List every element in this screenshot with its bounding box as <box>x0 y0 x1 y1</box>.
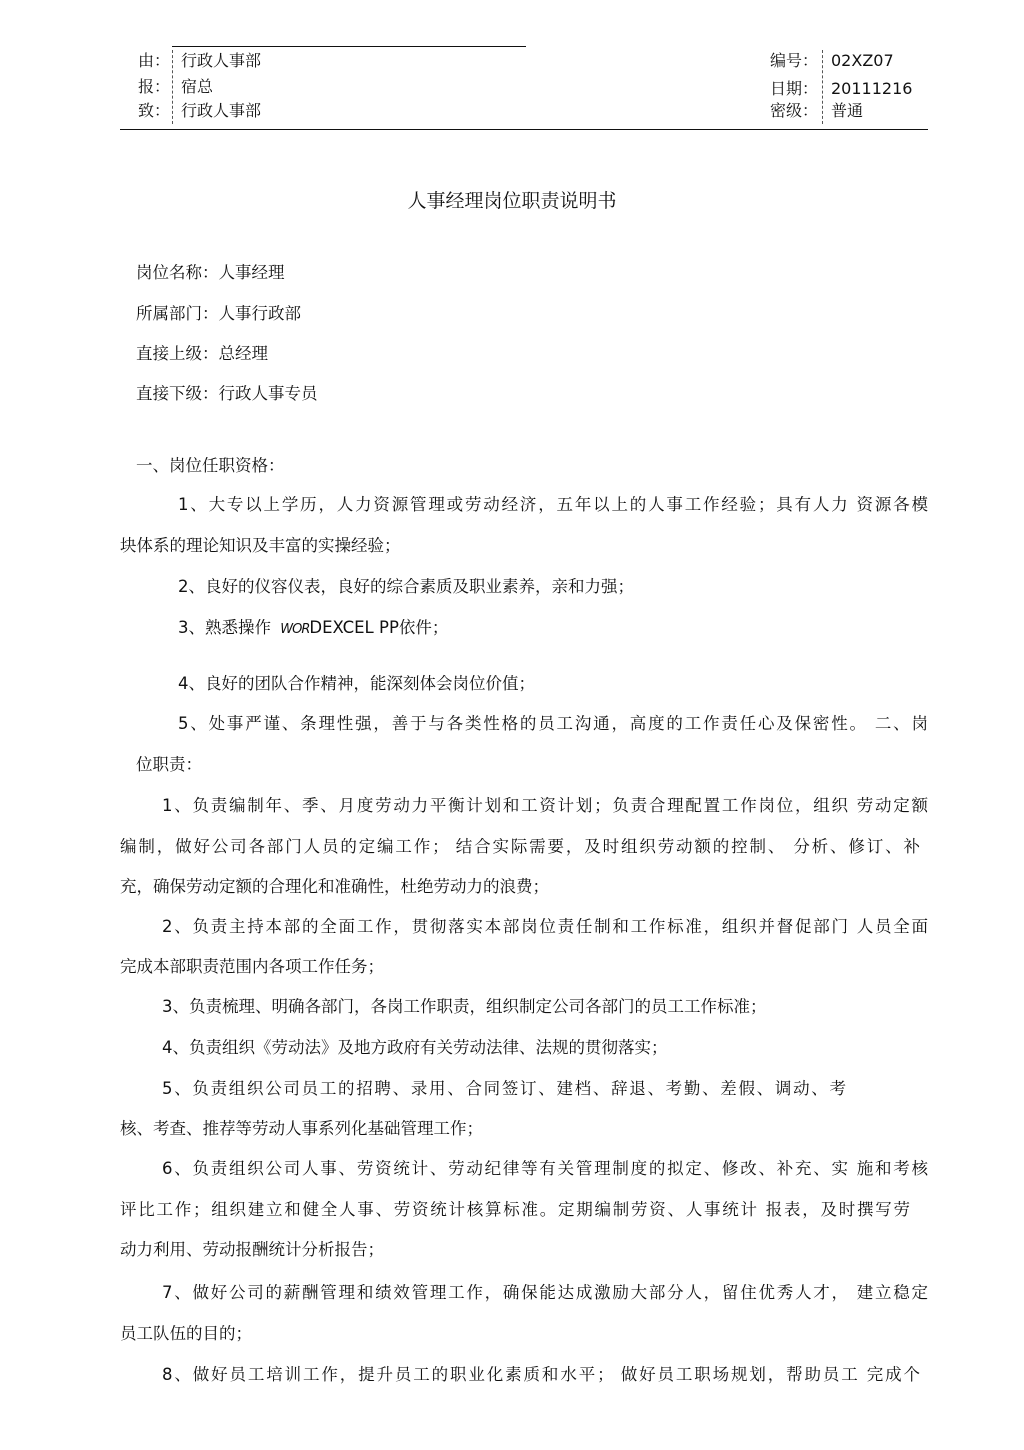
to-label: 致： <box>137 101 170 120</box>
date-value: 20111216 <box>831 79 913 98</box>
to-value: 行政人事部 <box>181 101 262 120</box>
qualification-line: 5、处事严谨、条理性强，善于与各类性格的员工沟通，高度的工作责任心及保密性。 二、岗 <box>178 714 928 733</box>
number-value: 02XZ07 <box>831 51 894 70</box>
qualification-text: DEXCEL PP依件； <box>309 618 449 637</box>
responsibility-line: 员工队伍的目的； <box>120 1324 252 1343</box>
qualification-line: 块体系的理论知识及丰富的实操经验； <box>120 536 401 555</box>
header-right-divider <box>822 50 823 124</box>
section-heading: 位职责： <box>136 755 202 774</box>
qualification-line: 4、良好的团队合作精神，能深刻体会岗位价值； <box>178 674 535 693</box>
date-label: 日期： <box>770 79 819 98</box>
responsibility-line: 5、负责组织公司员工的招聘、录用、合同签订、建档、辞退、考勤、差假、调动、考 <box>162 1079 846 1098</box>
report-value: 宿总 <box>181 77 214 96</box>
responsibility-line: 6、负责组织公司人事、劳资统计、劳动纪律等有关管理制度的拟定、修改、补充、实 施和考核 <box>162 1159 928 1178</box>
qualification-line: 2、良好的仪容仪表，良好的综合素质及职业素养，亲和力强； <box>178 577 634 596</box>
responsibility-line: 编制，做好公司各部门人员的定编工作； 结合实际需要，及时组织劳动额的控制、 分析、修订、补 <box>120 837 920 856</box>
qualification-line <box>178 616 448 642</box>
info-department: 所属部门：人事行政部 <box>136 304 301 323</box>
qualification-text-italic: WOR <box>280 622 310 637</box>
responsibility-line: 完成本部职责范围内各项工作任务； <box>120 957 384 976</box>
from-value: 行政人事部 <box>181 51 262 70</box>
number-label: 编号： <box>770 51 819 70</box>
responsibility-line: 充，确保劳动定额的合理化和准确性，杜绝劳动力的浪费； <box>120 877 549 896</box>
info-job-title: 岗位名称：人事经理 <box>136 263 285 282</box>
qualification-text: 3、熟悉操作 <box>178 618 271 637</box>
responsibility-line: 2、负责主持本部的全面工作，贯彻落实本部岗位责任制和工作标准，组织并督促部门 人员全面 <box>162 917 928 936</box>
header-left-divider <box>172 50 173 124</box>
responsibility-line: 1、负责编制年、季、月度劳动力平衡计划和工资计划；负责合理配置工作岗位，组织 劳动定额 <box>162 796 928 815</box>
responsibility-line: 4、负责组织《劳动法》及地方政府有关劳动法律、法规的贯彻落实； <box>162 1038 668 1057</box>
responsibility-line: 动力利用、劳动报酬统计分析报告； <box>120 1240 384 1259</box>
section-heading: 一、岗位任职资格： <box>136 456 285 475</box>
page-title: 人事经理岗位职责说明书 <box>407 190 617 212</box>
header-top-rule <box>172 46 526 47</box>
secret-value: 普通 <box>831 101 864 120</box>
responsibility-line: 评比工作；组织建立和健全人事、劳资统计核算标准。定期编制劳资、人事统计 报表，及时撰写劳 <box>120 1200 910 1219</box>
report-label: 报： <box>137 77 170 96</box>
qualification-line: 1、大专以上学历，人力资源管理或劳动经济，五年以上的人事工作经验；具有人力 资源各模 <box>178 495 928 514</box>
responsibility-line: 3、负责梳理、明确各部门，各岗工作职责，组织制定公司各部门的员工工作标准； <box>162 997 767 1016</box>
responsibility-line: 7、做好公司的薪酬管理和绩效管理工作，确保能达成激励大部分人，留住优秀人才， 建立稳定 <box>162 1283 928 1302</box>
header-bottom-rule <box>120 129 928 130</box>
responsibility-line: 8、做好员工培训工作，提升员工的职业化素质和水平； 做好员工职场规划，帮助员工 完成个 <box>162 1365 920 1384</box>
info-superior: 直接上级：总经理 <box>136 344 268 363</box>
responsibility-line: 核、考查、推荐等劳动人事系列化基础管理工作； <box>120 1119 483 1138</box>
from-label: 由： <box>137 51 170 70</box>
secret-label: 密级： <box>770 101 819 120</box>
info-subordinate: 直接下级：行政人事专员 <box>136 384 318 403</box>
